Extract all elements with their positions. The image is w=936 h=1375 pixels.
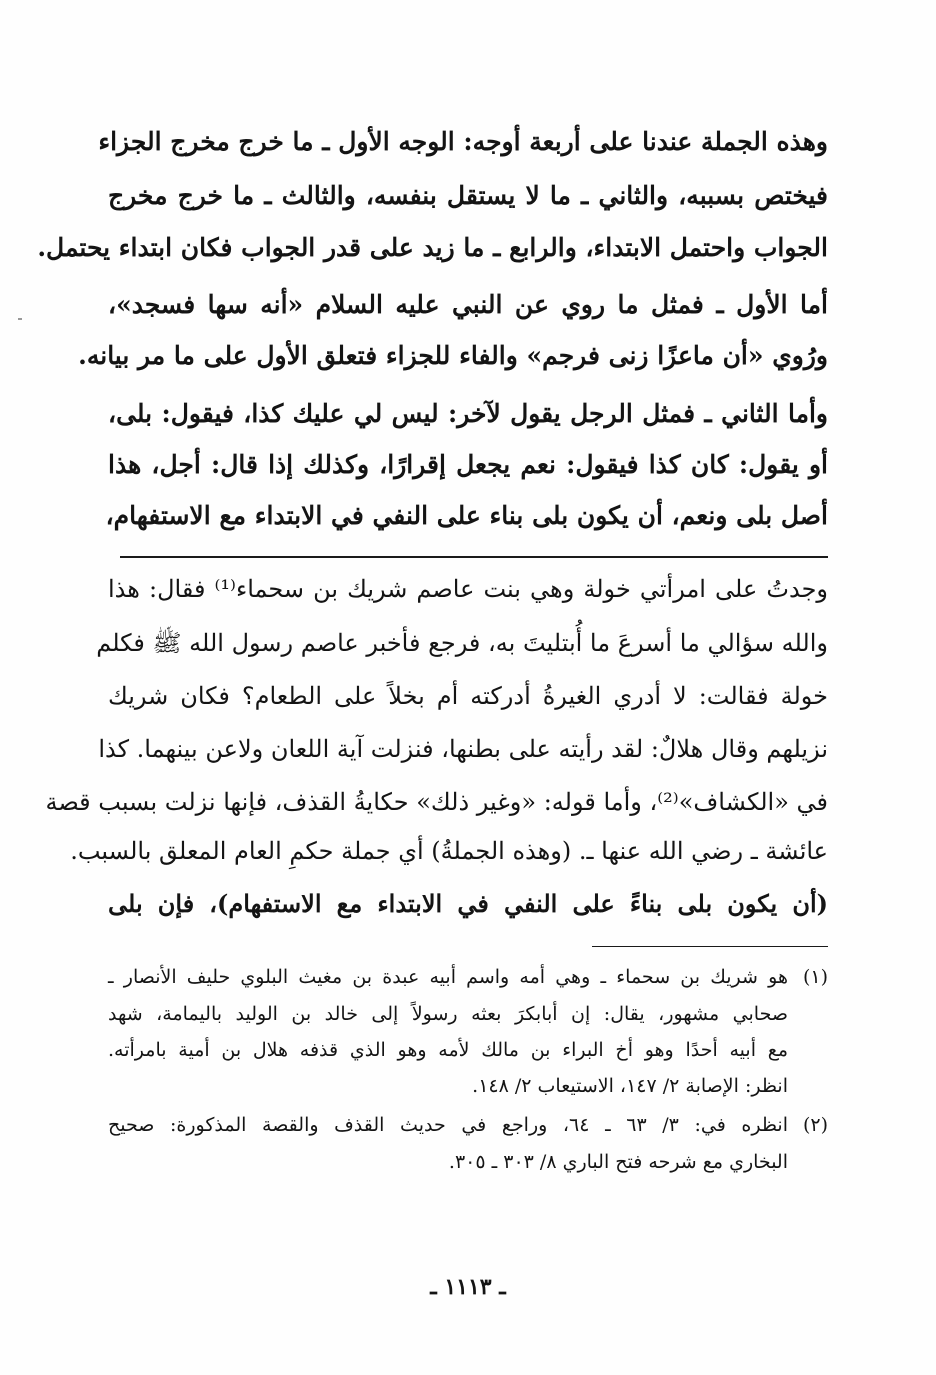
footnote-line: مع أبيه أحدًا وهو أخ البراء بن مالك لأمه وهو الذي قذفه هلال بن أمية بامرأته.: [108, 1039, 788, 1061]
margin-mark: [18, 318, 22, 320]
footnote-line: انظره في: ٣/ ٦٣ ـ ٦٤، وراجع في حديث القذف والقصة المذكورة: صحيح: [108, 1114, 788, 1136]
commentary-line: نزيلهم وقال هلالٌ: لقد رأيته على بطنها، فنزلت آية اللعان ولاعن بينهما. كذا: [98, 735, 828, 763]
commentary-quote-line: (أن يكون بلى بناءً على النفي في الابتداء مع الاستفهام)، فإن بلى: [108, 889, 828, 918]
main-line: أو يقول: كان كذا فيقول: نعم يجعل إقرارًا، وكذلك إذا قال: أجل، هذا: [108, 450, 828, 479]
commentary-line: عائشة ـ رضي الله عنها ـ. (وهذه الجملةُ) أي جملة حكمِ العام المعلق بالسبب.: [70, 837, 828, 865]
commentary-line: في «الكشاف»⁽²⁾، وأما قوله: «وغير ذلك» حكايةُ القذف، فإنها نزلت بسبب قصة: [45, 788, 828, 816]
footnote-line: صحابي مشهور، يقال: إن أبابكرَ بعثه رسولاً إلى خالد بن الوليد باليمامة، شهد: [108, 1003, 788, 1025]
footnote-number: (١): [802, 966, 828, 988]
main-line: فيختص بسببه، والثاني ـ ما لا يستقل بنفسه، والثالث ـ ما خرج مخرج: [108, 181, 828, 210]
main-line: أصل بلى ونعم، أن يكون بلى بناء على النفي في الابتداء مع الاستفهام،: [105, 501, 828, 530]
main-line: الجواب واحتمل الابتداء، والرابع ـ ما زيد على قدر الجواب فكان ابتداء يحتمل.: [37, 233, 828, 262]
main-line: أما الأول ـ فمثل ما روي عن النبي عليه السلام «أنه سها فسجد»،: [108, 290, 828, 319]
footnote-line: هو شريك بن سحماء ـ وهي أمه واسم أبيه عبدة بن مغيث البلوي حليف الأنصار ـ: [108, 966, 788, 988]
page-number: ـ ١١١٣ ـ: [430, 1274, 506, 1300]
footnote-number: (٢): [802, 1114, 828, 1136]
main-line: وأما الثاني ـ فمثل الرجل يقول لآخر: ليس لي عليك كذا، فيقول: بلى،: [108, 399, 828, 428]
commentary-line: خولة فقالت: لا أدري الغيرةُ أدركته أم بخلاً على الطعام؟ فكان شريك: [108, 682, 828, 710]
footnote-line: البخاري مع شرحه فتح الباري ٨/ ٣٠٣ ـ ٣٠٥.: [448, 1151, 788, 1173]
commentary-line: وجدتُ على امرأتي خولة وهي بنت عاصم شريك بن سحماء⁽¹⁾ فقال: هذا: [108, 575, 828, 603]
footnote-line: انظر: الإصابة ٢/ ١٤٧، الاستيعاب ٢/ ١٤٨.: [472, 1075, 788, 1097]
commentary-line: والله سؤالي ما أسرعَ ما أُبتليتَ به، فرجع فأخبر عاصم رسول الله ﷺ فكلم: [96, 629, 828, 657]
text-separator-rule: [120, 556, 828, 558]
footnote-separator-rule: [592, 946, 828, 947]
main-line: ورُوي «أن ماعزًا زنى فرجم» والفاء للجزاء فتعلق الأول على ما مر بيانه.: [78, 341, 828, 370]
main-line: وهذه الجملة عندنا على أربعة أوجه: الوجه الأول ـ ما خرج مخرج الجزاء: [98, 127, 828, 156]
